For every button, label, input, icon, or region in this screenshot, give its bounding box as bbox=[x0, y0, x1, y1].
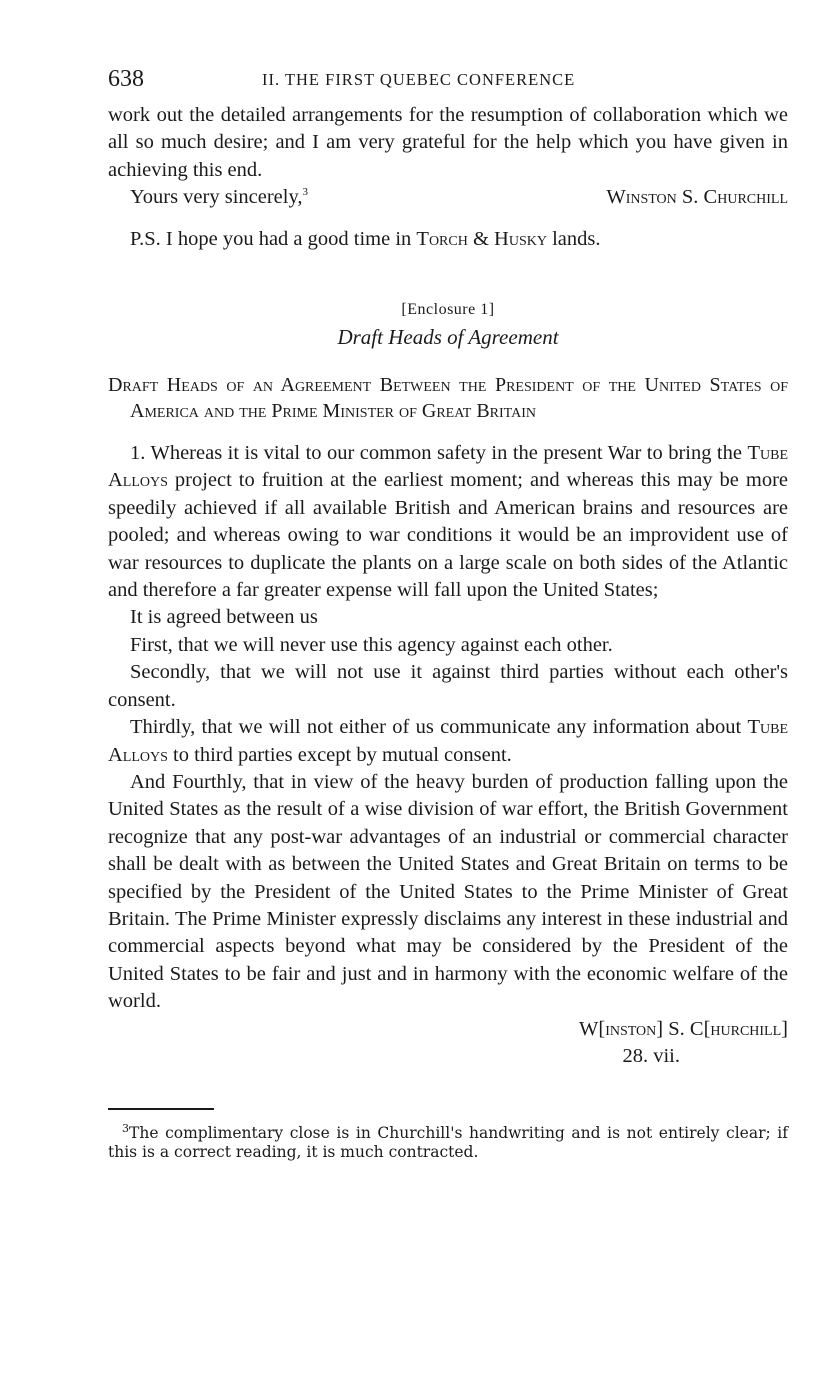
p1-text-b: project to fruition at the earliest moment; and whereas this may be more speedily achieved if all available British and American brains and resources are pooled; and whereas owing to war conditions it would be an improvident use of war resources to duplicate the plants on a large scale on both sides of the Atlantic and therefore a far greater expense will fall upon the United States; bbox=[108, 469, 788, 602]
clause-second: Secondly, that we will not use it against third parties without each other's consent. bbox=[108, 661, 788, 711]
third-text-b: to third parties except by mutual consent. bbox=[167, 743, 512, 766]
footnote bbox=[108, 1124, 788, 1162]
sig-w-rest: [inston] bbox=[598, 1017, 664, 1040]
page-header bbox=[108, 62, 788, 102]
agreement-date: 28. vii. bbox=[622, 1044, 680, 1067]
page-number: 638 bbox=[108, 66, 144, 92]
running-title: II. THE FIRST QUEBEC CONFERENCE bbox=[262, 70, 576, 89]
agreement-paragraph-1 bbox=[108, 440, 788, 604]
third-tube-alloys: Tube Alloys bbox=[108, 716, 788, 766]
agreement-heading: Draft Heads of an Agreement Between the President of the United States of America and the Prime Minister of Great Britain bbox=[108, 374, 788, 423]
footnote-ref: 3 bbox=[302, 186, 309, 199]
agreed-line: It is agreed between us bbox=[130, 606, 318, 629]
agreement-signature bbox=[108, 1016, 788, 1043]
footnote-divider bbox=[108, 1108, 214, 1110]
p1-tube-alloys: Tube Alloys bbox=[108, 442, 788, 492]
ps-amp: & bbox=[467, 227, 495, 250]
sig-c: S. C bbox=[663, 1017, 704, 1040]
letter-signature: Winston S. Churchill bbox=[606, 186, 788, 209]
letter-closing-line bbox=[108, 184, 788, 211]
clause-fourth: And Fourthly, that in view of the heavy burden of production falling upon the United States as the result of a wise division of war effort, the British Government recognize that any post-war advantages of an industrial or commercial character shall be dealt with as between the United States and Great Britain on terms to be specified by the President of the United States to the Prime Minister of Great Britain. The Prime Minister expressly disclaims any interest in these industrial and commercial aspects beyond what may be considered by the President of the United States to be fair and just and in harmony with the economic welfare of the world. bbox=[108, 770, 788, 1013]
ps-husky: Husky bbox=[494, 227, 547, 250]
sig-w: W bbox=[579, 1017, 599, 1040]
clause-third bbox=[108, 714, 788, 769]
footnote-mark: 3 bbox=[122, 1122, 129, 1136]
enclosure-title: Draft Heads of Agreement bbox=[337, 325, 559, 350]
ps-prefix: P.S. I hope you had a good time in bbox=[130, 227, 417, 250]
clause-first: First, that we will never use this agency against each other. bbox=[130, 633, 613, 656]
ps-torch: Torch bbox=[416, 227, 468, 250]
sig-c-rest: [hurchill] bbox=[703, 1017, 788, 1040]
postscript bbox=[108, 226, 788, 253]
document-page bbox=[108, 62, 788, 1162]
footnote-text: The complimentary close is in Churchill's handwriting and is not entirely clear; if this is a correct reading, it is much contracted. bbox=[108, 1124, 788, 1162]
third-text-a: Thirdly, that we will not either of us communicate any information about bbox=[130, 716, 748, 739]
letter-continuation: work out the detailed arrangements for the resumption of collaboration which we all so much desire; and I am very grateful for the help which you have given in achieving this end. bbox=[108, 104, 788, 181]
ps-suffix: lands. bbox=[546, 227, 601, 250]
p1-text-a: 1. Whereas it is vital to our common safety in the present War to bring the bbox=[130, 442, 748, 465]
enclosure-label: [Enclosure 1] bbox=[401, 301, 495, 319]
closing-wrap bbox=[130, 184, 308, 211]
letter-closing: Yours very sincerely, bbox=[130, 186, 303, 209]
